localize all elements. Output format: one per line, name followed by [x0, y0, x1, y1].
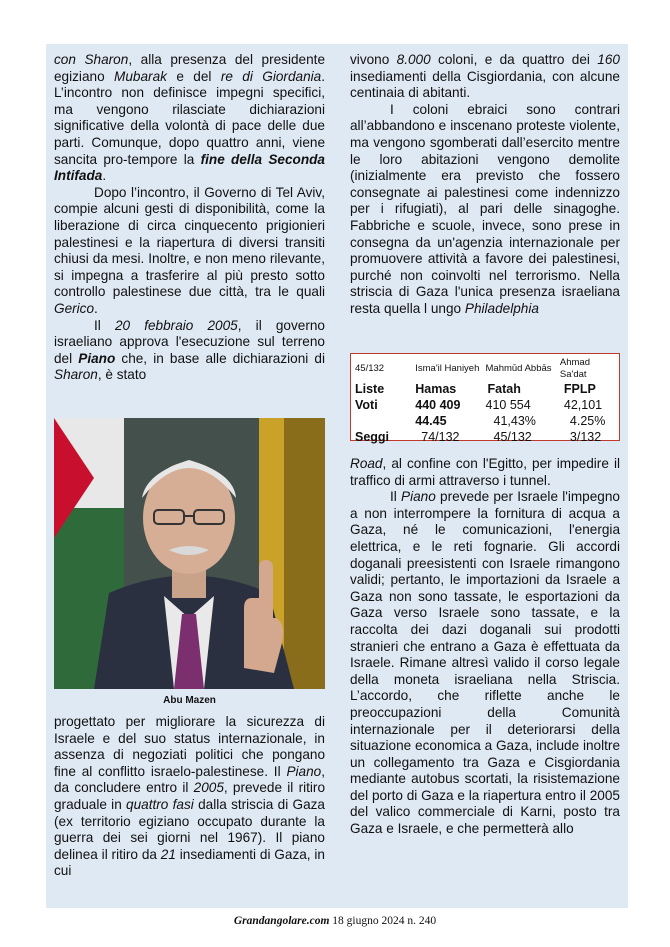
right-column-top: [350, 52, 620, 318]
election-results-table: [355, 357, 619, 445]
paragraph: I coloni ebraici sono contrari all’abbandono e inscenano proteste violente, ma vengono sgomberati dall’esercito mentre le loro abitazioni vengono demolite (inizialmente era previsto che fossero consegnate ai palestinesi come indennizzo per i rifugiati), al pari delle sinagoghe. Fabbriche e scuole, invece, sono prese in consegna da un'agenzia internazionale per promuovere attività a favore dei palestinesi, purché non coinvolti nel terrorismo. Nella striscia di Gaza l'unica presenza israeliana resta quella l ungo Philadelphia: [350, 101, 620, 316]
paragraph: Il 20 febbraio 2005, il governo israeliano approva l'esecuzione sul terreno del Piano che, in base alle dichiarazioni di Sharon, è stato: [54, 317, 326, 383]
table-cell: FPLP: [563, 382, 596, 396]
table-row: [355, 381, 619, 397]
table-cell: [355, 413, 415, 429]
photo-caption: Abu Mazen: [163, 695, 216, 706]
table-cell: 74/132: [421, 430, 460, 444]
portrait-illustration: [54, 418, 325, 689]
paragraph: Il Piano prevede per Israele l'impegno a non interrompere la fornitura di acqua a Gaza, né le comunicazioni, l'energia elettrica, e le reti fognarie. Gli accordi doganali preesistenti con Israele rimangono validi; pertanto, le importazioni da Israele a Gaza non sono tassate, le esportazioni da Gaza verso Israele sono tassate, e la raccolta dei dazi doganali sui prodotti stranieri che entrano a Gaza è effettuata da Israele. Rimane altresì valido il corso legale della moneta israeliana nella Striscia. L’accordo, che riflette anche le preoccupazioni della Comunità internazionale per il deteriorarsi della situazione economica a Gaza, include inoltre un collegamento tra Gaza e Cisgiordania mediante autobus scortati, la risistemazione del porto di Gaza e la riapertura entro il 2005 del valico commerciale di Karni, posto tra Gaza e Israele, e che permetterà allo: [350, 489, 620, 837]
table-cell: Ahmad Sa'dat: [559, 357, 590, 380]
election-results-box: [350, 353, 620, 444]
footer-site: Grandangolare.com: [233, 915, 330, 927]
table-cell: 45/132: [493, 430, 532, 444]
table-cell: 45/132: [355, 363, 385, 374]
paragraph: Dopo l’incontro, il Governo di Tel Aviv, compie alcuni gesti di disponibilità, come la liberazione di circa cinquecento prigionieri palestinesi e la riapertura di diversi transiti chiusi da mesi. Inoltre, e non meno rilevante, si impegna a trasferire al più presto sotto controllo palestinese due città, tra le quali Gerico.: [54, 184, 325, 316]
table-cell: Seggi: [355, 430, 390, 444]
table-cell: Hamas: [415, 382, 457, 396]
table-header-row: [355, 357, 619, 381]
table-cell: 42,101: [563, 398, 603, 412]
table-cell: 4.25%: [569, 414, 606, 428]
paragraph: vivono 8.000 coloni, e da quattro dei 160 insediamenti della Cisgiordania, con alcune centinaia di abitanti.: [350, 52, 620, 101]
page-footer: [0, 915, 670, 927]
table-row: [355, 429, 619, 445]
portrait-photo: [54, 418, 325, 689]
table-row: [355, 397, 619, 413]
table-cell: Fatah: [487, 382, 521, 396]
footer-issue: 18 giugno 2024 n. 240: [329, 915, 437, 927]
table-cell: Isma'il Haniyeh: [415, 363, 480, 374]
table-cell: 3/132: [569, 430, 602, 444]
paragraph: Road, al confine con l'Egitto, per impedire il traffico di armi attraverso i tunnel.: [350, 456, 620, 488]
left-column-top: [54, 52, 325, 384]
table-cell: 41,43%: [493, 414, 536, 428]
left-column-bottom: [54, 714, 325, 880]
table-row: [355, 413, 619, 429]
right-column-bottom: [350, 456, 620, 838]
paragraph: con Sharon, alla presenza del presidente egiziano Mubarak e del re di Giordania. L’incontro non definisce impegni specifici, ma vengono rilasciate dichiarazioni significative della volontà di pace delle due parti. Comunque, dopo quattro anni, viene sancita pro-tempore la fine della Seconda Intifada.: [54, 52, 326, 184]
table-cell: Mahmūd Abbās: [485, 363, 552, 374]
table-cell: 440 409: [415, 398, 461, 412]
table-cell: Liste: [355, 382, 385, 396]
table-cell: 44.45: [415, 414, 447, 428]
paragraph: progettato per migliorare la sicurezza di Israele e del suo status internazionale, in assenza di negoziati politici che pongano fine al conflitto israelo-palestinese. Il Piano, da concludere entro il 2005, prevede il ritiro graduale in quattro fasi dalla striscia di Gaza (ex territorio egiziano occupato durante la guerra dei sei giorni nel 1967). Il piano delinea il ritiro da 21 insediamenti di Gaza, in cui: [54, 714, 325, 879]
table-cell: Voti: [355, 398, 378, 412]
table-cell: 410 554: [485, 398, 531, 412]
